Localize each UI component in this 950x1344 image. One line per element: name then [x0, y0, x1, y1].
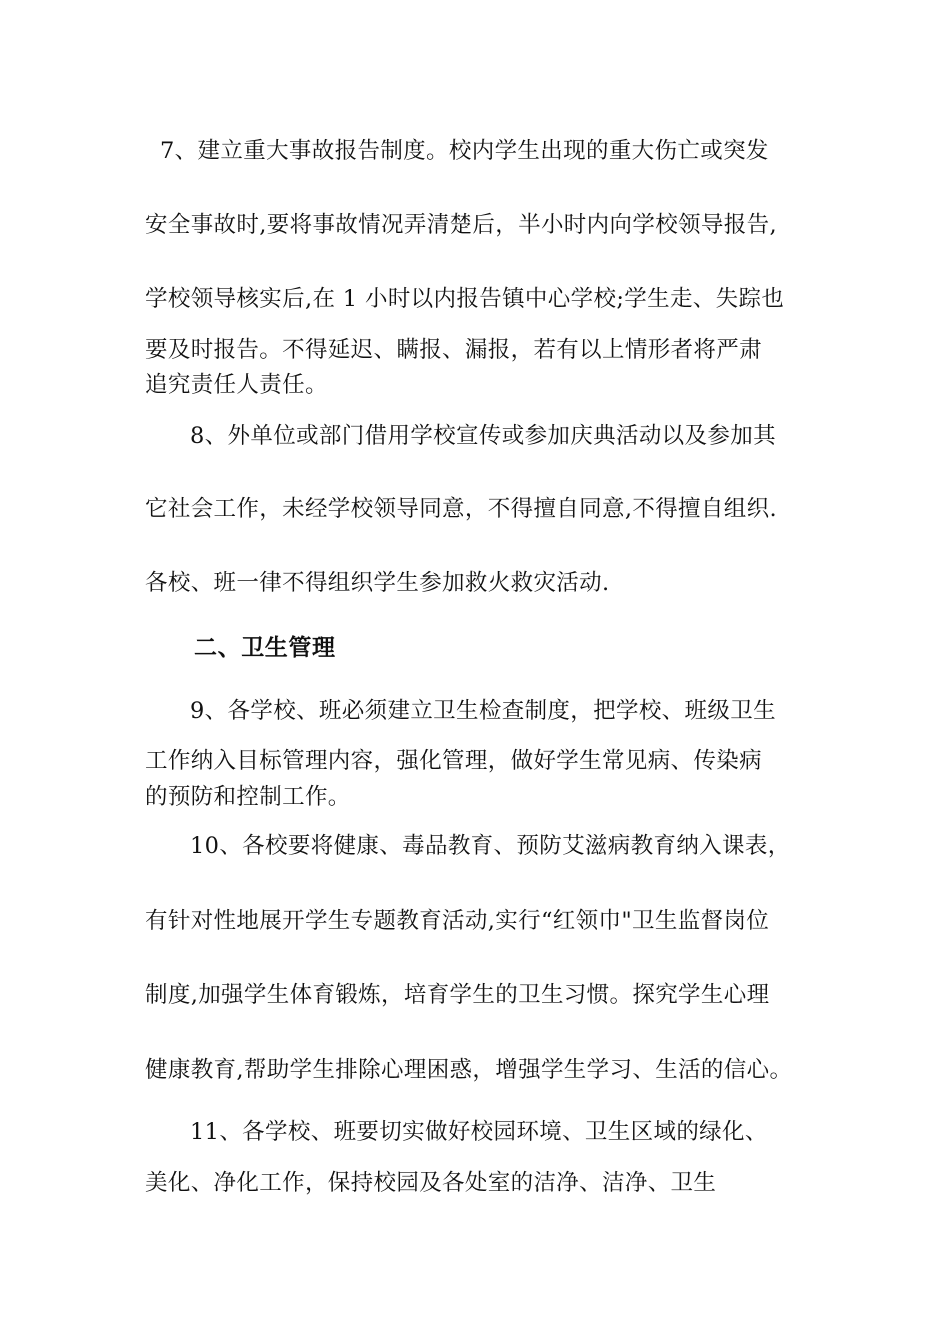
- paragraph-8-line-2: 它社会工作，未经学校领导同意，不得擅自同意,不得擅自组织.: [145, 496, 777, 522]
- paragraph-11-line-1: 11、各学校、班要切实做好校园环境、卫生区域的绿化、: [190, 1119, 768, 1145]
- paragraph-7-line-2: 安全事故时,要将事故情况弄清楚后，半小时内向学校领导报告,: [145, 212, 777, 238]
- paragraph-8-line-1: 8、外单位或部门借用学校宣传或参加庆典活动以及参加其: [190, 423, 776, 449]
- paragraph-9-line-3: 的预防和控制工作。: [145, 784, 351, 810]
- paragraph-11-line-2: 美化、净化工作，保持校园及各处室的洁净、洁净、卫生: [145, 1170, 717, 1196]
- paragraph-8-line-3: 各校、班一律不得组织学生参加救火救灾活动.: [145, 570, 610, 596]
- paragraph-7-line-4: 要及时报告。不得延迟、瞒报、漏报，若有以上情形者将严肃: [145, 337, 762, 363]
- paragraph-7-line-5: 追究责任人责任。: [145, 372, 328, 398]
- paragraph-10-line-1: 10、各校要将健康、毒品教育、预防艾滋病教育纳入课表，: [190, 833, 791, 859]
- paragraph-7-line-1: 7、建立重大事故报告制度。校内学生出现的重大伤亡或突发: [160, 138, 769, 164]
- paragraph-10-line-3: 制度,加强学生体育锻炼，培育学生的卫生习惯。探究学生心理: [145, 982, 770, 1008]
- paragraph-9-line-2: 工作纳入目标管理内容，强化管理，做好学生常见病、传染病: [145, 748, 762, 774]
- paragraph-10-line-2: 有针对性地展开学生专题教育活动,实行“红领巾"卫生监督岗位: [145, 908, 770, 934]
- paragraph-9-line-1: 9、各学校、班必须建立卫生检查制度，把学校、班级卫生: [190, 698, 776, 724]
- paragraph-10-line-4: 健康教育,帮助学生排除心理困惑，增强学生学习、生活的信心。: [145, 1057, 793, 1083]
- section-heading: 二、卫生管理: [194, 634, 336, 661]
- paragraph-7-line-3: 学校领导核实后,在 1 小时以内报告镇中心学校;学生走、失踪也: [145, 286, 785, 312]
